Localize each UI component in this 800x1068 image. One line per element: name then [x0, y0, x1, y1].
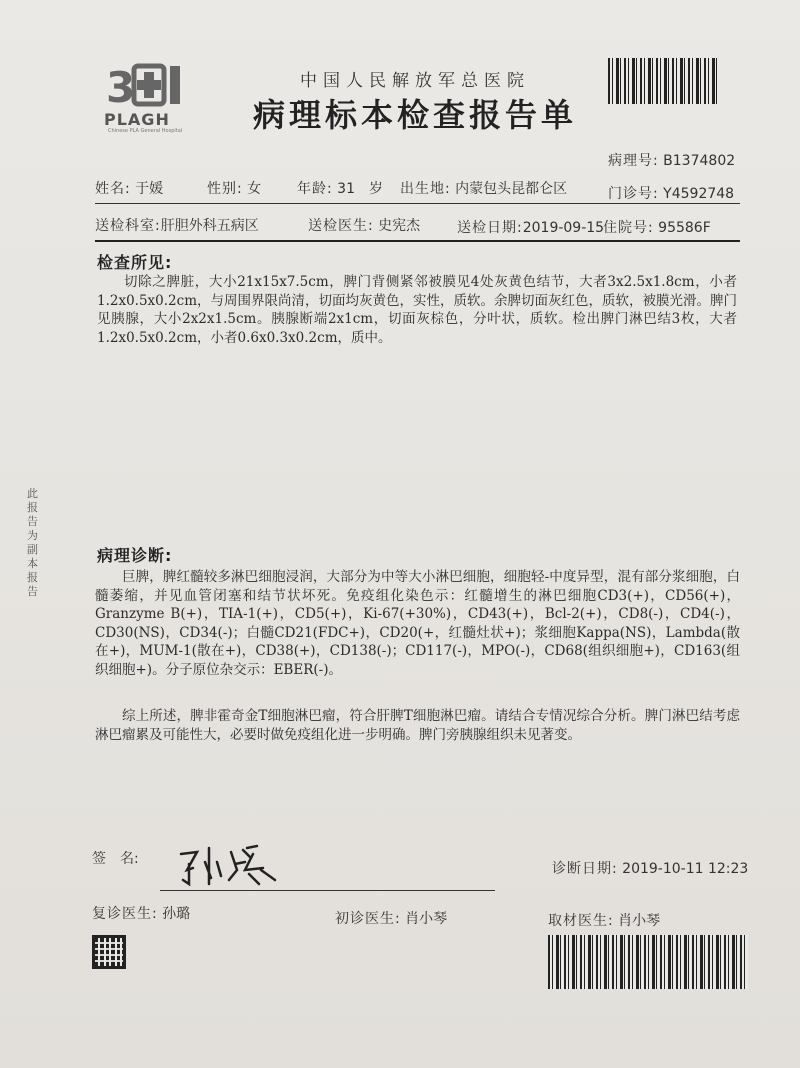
outpatient-number: 门诊号: Y4592748 [608, 186, 735, 202]
logo-subtext: Chinese PLA General Hospital [108, 128, 183, 134]
logo-text: PLAGH [104, 110, 170, 129]
patient-birthplace: 出生地: 内蒙包头昆都仑区 [400, 181, 568, 197]
pathology-number: 病理号: B1374802 [608, 153, 736, 169]
bottom-barcode [548, 935, 748, 989]
report-title: 病理标本检查报告单 [252, 96, 577, 134]
hospital-logo [100, 60, 200, 132]
handwritten-signature [175, 840, 285, 890]
patient-age: 年龄: 31 岁 [297, 181, 383, 197]
sampling-doctor: 取材医生: 肖小琴 [548, 913, 661, 929]
diagnosis-title: 病理诊断: [97, 546, 173, 565]
submitting-department: 送检科室:肝胆外科五病区 [95, 218, 259, 234]
qr-code [92, 935, 126, 969]
hospital-name: 中国人民解放军总医院 [300, 71, 530, 91]
svg-text:3: 3 [106, 63, 136, 108]
inpatient-number: 住院号: 95586F [603, 220, 711, 236]
patient-name: 姓名: 于媛 [95, 181, 164, 197]
diagnosis-date: 诊断日期: 2019-10-11 12:23 [552, 861, 749, 877]
top-barcode [608, 58, 718, 104]
header-divider-1 [95, 203, 740, 204]
diagnosis-paragraph-1: 巨脾，脾红髓较多淋巴细胞浸润，大部分为中等大小淋巴细胞，细胞轻-中度异型，混有部分浆细胞，白髓萎缩，并见血管闭塞和结节状坏死。免疫组化染色示：红髓增生的淋巴细胞CD3(+)，CD56(+)，Granzyme B(+)，TIA-1(+)，CD5(+)，Ki-67(+30%)，CD43(+)，Bcl-2(+)，CD8(-)，CD4(-)，CD30(NS)，CD34(-)；白髓CD21(FDC+)，CD20(+，红髓灶状+)；浆细胞Kappa(NS)，Lambda(散在+)，MUM-1(散在+)，CD38(+)，CD138(-)；CD117(-)，MPO(-)，CD68(组织细胞+)，CD163(组织细胞+)。分子原位杂交示：EBER(-)。 [95, 569, 740, 678]
signature-label: 签 名: [92, 851, 139, 867]
submission-date: 送检日期:2019-09-15 [457, 220, 605, 236]
copy-report-note: 此报告为副本报告 [27, 487, 38, 598]
logo-301-cross-icon [106, 62, 192, 108]
review-doctor: 复诊医生: 孙璐 [92, 906, 191, 922]
signature-line [160, 890, 495, 891]
patient-gender: 性别: 女 [207, 181, 262, 197]
header-divider-2 [95, 240, 740, 242]
findings-title: 检查所见: [97, 253, 173, 272]
diagnosis-paragraph-2: 综上所述，脾非霍奇金T细胞淋巴瘤，符合肝脾T细胞淋巴瘤。请结合专情况综合分析。脾门淋巴结考虑淋巴瘤累及可能性大，必要时做免疫组化进一步明确。脾门旁胰腺组织未见著变。 [95, 708, 740, 743]
findings-text: 切除之脾脏，大小21x15x7.5cm，脾门背侧紧邻被膜见4处灰黄色结节，大者3x2.5x1.8cm，小者1.2x0.5x0.2cm，与周围界限尚清，切面均灰黄色，实性，质软。余脾切面灰红色，质软，被膜光滑。脾门见胰腺，大小2x2x1.5cm。胰腺断端2x1cm，切面灰棕色，分叶状，质软。检出脾门淋巴结3枚，大者1.2x0.5x0.2cm，小者0.6x0.3x0.2cm，质中。 [97, 274, 737, 346]
initial-doctor: 初诊医生: 肖小琴 [335, 911, 448, 927]
submitting-doctor: 送检医生: 史宪杰 [308, 218, 421, 234]
